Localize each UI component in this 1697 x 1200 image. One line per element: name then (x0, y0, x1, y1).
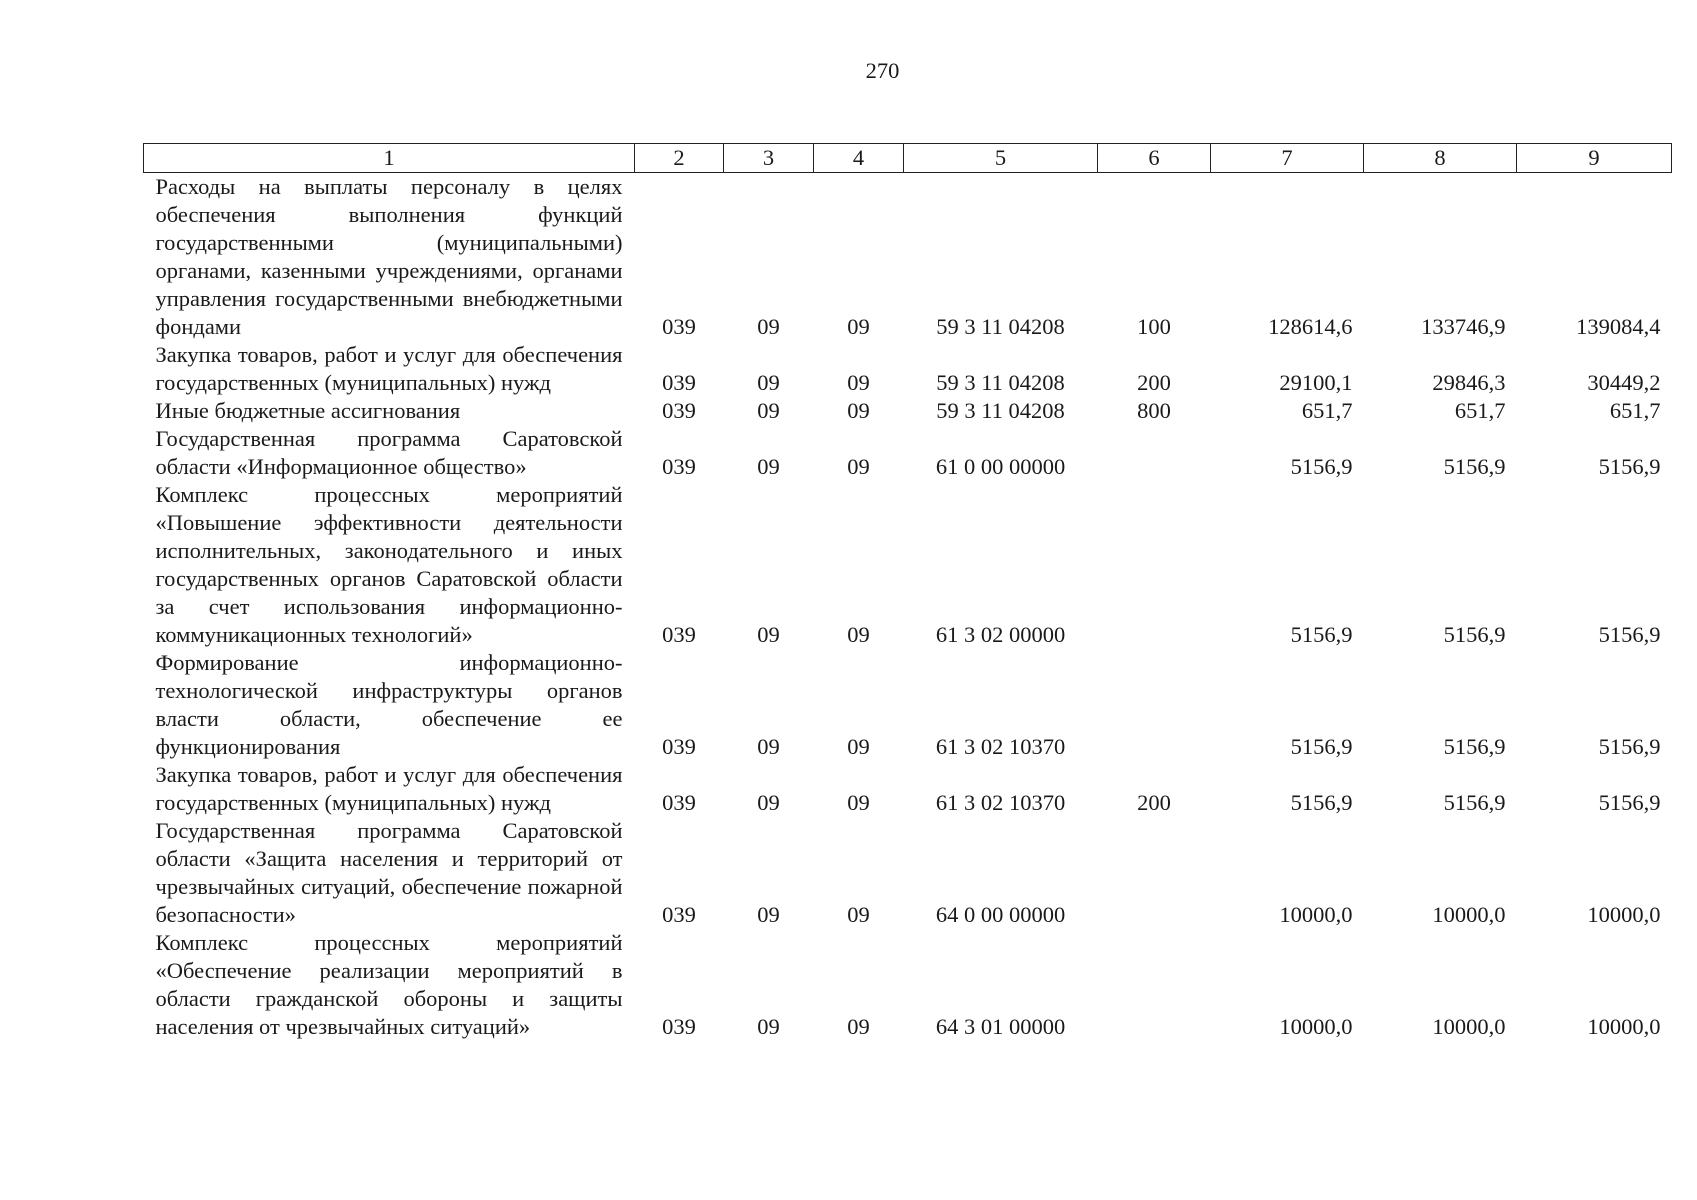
table-row (144, 425, 1672, 481)
table-row (144, 649, 1672, 761)
expense-name: Комплекс процессных мероприятий «Обеспечение реализации мероприятий в области гражданской обороны и защиты населения от чрезвычайных ситуаций» (155, 930, 623, 1039)
target-article-code: 61 0 00 00000 (935, 454, 1066, 479)
amount-col-7: 5156,9 (1290, 454, 1353, 479)
ministry-code: 039 (662, 370, 696, 395)
amount-col-8: 10000,0 (1432, 902, 1506, 927)
target-article-code: 61 3 02 10370 (935, 790, 1066, 815)
column-header: 4 (814, 144, 904, 173)
column-number-header-row (144, 144, 1672, 173)
expense-name: Закупка товаров, работ и услуг для обеспечения государственных (муниципальных) нужд (155, 762, 623, 815)
expense-type-code: 800 (1137, 398, 1171, 423)
expense-name: Государственная программа Саратовской области «Информационное общество» (155, 426, 623, 479)
amount-col-9: 651,7 (1609, 398, 1661, 423)
amount-col-8: 5156,9 (1443, 622, 1506, 647)
table-row (144, 397, 1672, 425)
target-article-code: 64 0 00 00000 (935, 902, 1066, 927)
amount-col-7: 10000,0 (1279, 1014, 1353, 1039)
section-code: 09 (757, 790, 780, 815)
expense-name: Государственная программа Саратовской области «Защита населения и территорий от чрезвычайных ситуаций, обеспечение пожарной безопасности» (155, 818, 623, 927)
table-row (144, 481, 1672, 649)
amount-col-7: 5156,9 (1290, 734, 1353, 759)
expense-name: Комплекс процессных мероприятий «Повышение эффективности деятельности исполнительных, законодательного и иных государственных органов Саратовской области за счет использования информационно-коммуникационных технологий» (155, 482, 623, 647)
amount-col-8: 10000,0 (1432, 1014, 1506, 1039)
amount-col-8: 651,7 (1454, 398, 1506, 423)
amount-col-7: 5156,9 (1290, 622, 1353, 647)
expense-type-code: 200 (1137, 790, 1171, 815)
column-header: 9 (1517, 144, 1672, 173)
column-header: 8 (1364, 144, 1517, 173)
expense-type-code (1098, 425, 1211, 481)
expense-type-code: 100 (1137, 314, 1171, 339)
expense-type-code: 200 (1137, 370, 1171, 395)
section-code: 09 (757, 734, 780, 759)
section-code: 09 (757, 314, 780, 339)
ministry-code: 039 (662, 622, 696, 647)
ministry-code: 039 (662, 902, 696, 927)
section-code: 09 (757, 622, 780, 647)
target-article-code: 59 3 11 04208 (936, 314, 1065, 339)
section-code: 09 (757, 902, 780, 927)
target-article-code: 61 3 02 10370 (935, 734, 1066, 759)
ministry-code: 039 (662, 734, 696, 759)
amount-col-9: 30449,2 (1587, 370, 1661, 395)
column-header: 6 (1098, 144, 1211, 173)
expense-name: Формирование информационно-технологической инфраструктуры органов власти области, обеспечение ее функционирования (155, 650, 623, 759)
ministry-code: 039 (662, 1014, 696, 1039)
amount-col-8: 5156,9 (1443, 454, 1506, 479)
amount-col-9: 5156,9 (1598, 622, 1661, 647)
amount-col-7: 651,7 (1301, 398, 1353, 423)
subsection-code: 09 (847, 622, 870, 647)
subsection-code: 09 (847, 902, 870, 927)
table-row (144, 173, 1672, 342)
amount-col-7: 5156,9 (1290, 790, 1353, 815)
section-code: 09 (757, 398, 780, 423)
ministry-code: 039 (662, 314, 696, 339)
section-code: 09 (757, 370, 780, 395)
ministry-code: 039 (662, 454, 696, 479)
amount-col-8: 29846,3 (1432, 370, 1506, 395)
subsection-code: 09 (847, 398, 870, 423)
amount-col-7: 128614,6 (1268, 314, 1353, 339)
subsection-code: 09 (847, 790, 870, 815)
amount-col-9: 5156,9 (1598, 790, 1661, 815)
target-article-code: 59 3 11 04208 (936, 370, 1065, 395)
column-header: 2 (635, 144, 724, 173)
expense-type-code (1098, 929, 1211, 1041)
amount-col-7: 29100,1 (1279, 370, 1353, 395)
expense-type-code (1098, 649, 1211, 761)
expense-name: Расходы на выплаты персоналу в целях обеспечения выполнения функций государственными (муниципальными) органами, казенными учреждениями, органами управления государственными внебюджетными фондами (155, 174, 623, 339)
amount-col-9: 10000,0 (1587, 902, 1661, 927)
table-row (144, 929, 1672, 1041)
ministry-code: 039 (662, 790, 696, 815)
subsection-code: 09 (847, 314, 870, 339)
expense-name: Иные бюджетные ассигнования (155, 398, 461, 423)
amount-col-9: 5156,9 (1598, 454, 1661, 479)
amount-col-9: 10000,0 (1587, 1014, 1661, 1039)
section-code: 09 (757, 1014, 780, 1039)
column-header: 1 (144, 144, 635, 173)
amount-col-8: 133746,9 (1421, 314, 1506, 339)
subsection-code: 09 (847, 370, 870, 395)
column-header: 3 (724, 144, 814, 173)
amount-col-7: 10000,0 (1279, 902, 1353, 927)
subsection-code: 09 (847, 1014, 870, 1039)
amount-col-8: 5156,9 (1443, 790, 1506, 815)
column-header: 5 (904, 144, 1098, 173)
expense-type-code (1098, 817, 1211, 929)
amount-col-8: 5156,9 (1443, 734, 1506, 759)
target-article-code: 64 3 01 00000 (935, 1014, 1066, 1039)
table-row (144, 341, 1672, 397)
expense-type-code (1098, 481, 1211, 649)
subsection-code: 09 (847, 454, 870, 479)
budget-table (143, 143, 1672, 1041)
table-row (144, 817, 1672, 929)
amount-col-9: 139084,4 (1576, 314, 1661, 339)
table-row (144, 761, 1672, 817)
subsection-code: 09 (847, 734, 870, 759)
target-article-code: 61 3 02 00000 (935, 622, 1066, 647)
section-code: 09 (757, 454, 780, 479)
ministry-code: 039 (662, 398, 696, 423)
amount-col-9: 5156,9 (1598, 734, 1661, 759)
column-header: 7 (1211, 144, 1364, 173)
expense-name: Закупка товаров, работ и услуг для обеспечения государственных (муниципальных) нужд (155, 342, 623, 395)
page-number: 270 (865, 58, 900, 83)
target-article-code: 59 3 11 04208 (936, 398, 1065, 423)
